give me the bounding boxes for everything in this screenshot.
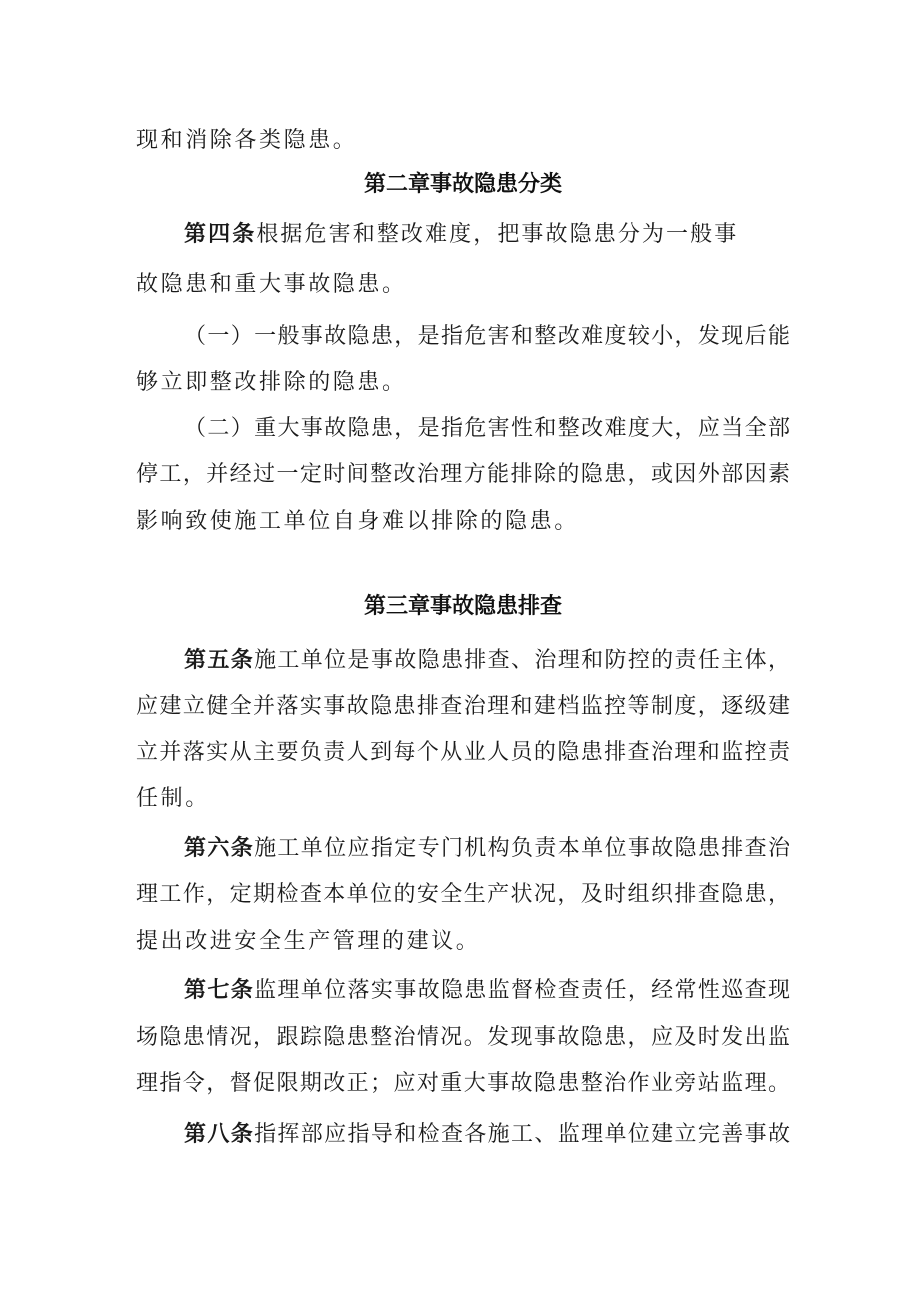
article-6-line3: 提出改进安全生产管理的建议。 [136,929,481,954]
item-2-line2: 停工，并经过一定时间整改治理方能排除的隐患，或因外部因素 [136,462,790,487]
item-1-line1: （一）一般事故隐患，是指危害和整改难度较小，发现后能 [184,324,790,349]
article-7-text: 监理单位落实事故隐患监督检查责任，经常性巡查现 [254,978,790,1003]
article-4 [184,218,790,252]
article-4-label: 第四条 [184,222,257,247]
chapter-2-heading: 第二章事故隐患分类 [363,172,562,197]
article-7-label: 第七条 [184,978,255,1003]
article-5-line4: 任制。 [136,786,210,811]
article-7-line3: 理指令，督促限期改正；应对重大事故隐患整治作业旁站监理。 [136,1071,790,1096]
article-6-line2: 理工作，定期检查本单位的安全生产状况，及时组织排查隐患， [136,882,790,907]
article-4-text-line2: 故隐患和重大事故隐患。 [136,272,407,297]
continuation-text: 现和消除各类隐患。 [136,128,358,153]
article-4-text: 根据危害和整改难度，把事故隐患分为一般事 [256,222,739,247]
article-7-line2: 场隐患情况，跟踪隐患整治情况。发现事故隐患，应及时发出监 [136,1025,790,1050]
item-2-line3: 影响致使施工单位自身难以排除的隐患。 [136,509,579,534]
chapter-3-heading: 第三章事故隐患排查 [363,594,562,619]
article-8-text: 指挥部应指导和检查各施工、监理单位建立完善事故 [254,1122,790,1147]
article-8-label: 第八条 [184,1122,255,1147]
article-5 [184,644,790,678]
article-6-label: 第六条 [184,836,255,861]
item-1-line2: 够立即整改排除的隐患。 [136,370,407,395]
article-8 [184,1118,790,1152]
article-5-line3: 立并落实从主要负责人到每个从业人员的隐患排查治理和监控责 [136,740,790,765]
article-5-line2: 应建立健全并落实事故隐患排查治理和建档监控等制度，逐级建 [136,694,790,719]
article-6-text: 施工单位应指定专门机构负责本单位事故隐患排查治 [254,836,790,861]
item-2-line1: （二）重大事故隐患，是指危害性和整改难度大，应当全部 [184,416,790,441]
article-5-text: 施工单位是事故隐患排查、治理和防控的责任主体， [254,648,790,673]
article-5-label: 第五条 [184,648,255,673]
article-6 [184,832,790,866]
article-7 [184,974,790,1008]
